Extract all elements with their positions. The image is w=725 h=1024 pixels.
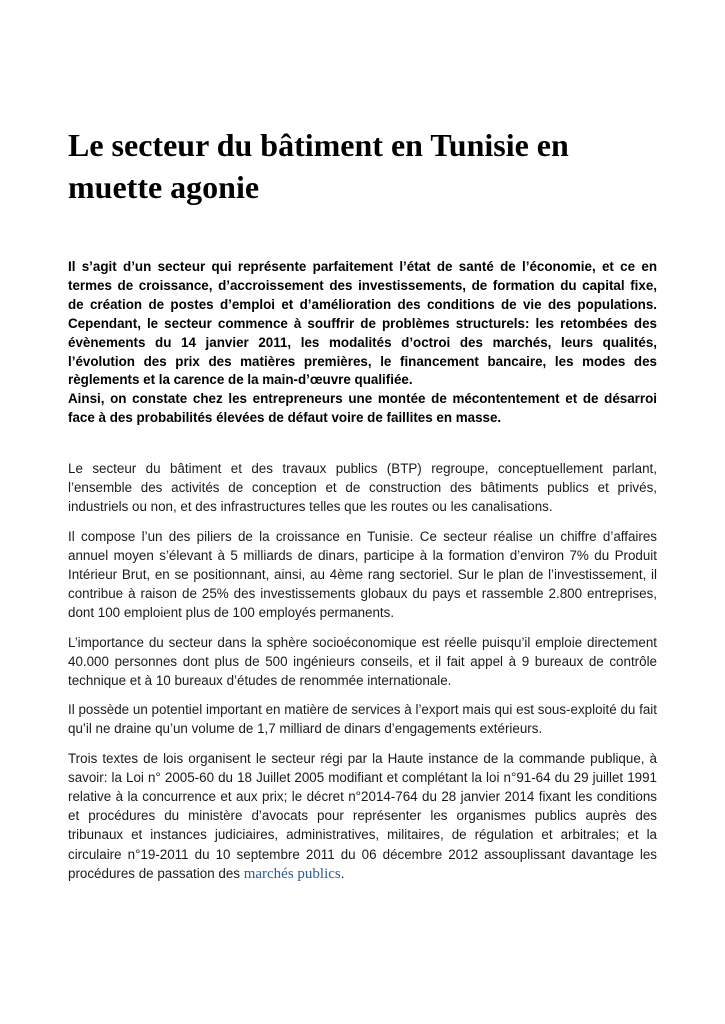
marches-publics-link[interactable]: marchés publics — [243, 865, 341, 882]
body-paragraph-5 — [68, 749, 657, 884]
body-paragraph-1: Le secteur du bâtiment et des travaux publics (BTP) regroupe, conceptuellement parlant, l’ensemble des activités de conception et de construction des bâtiments publics et privés, industriels ou non, et des infrastructures telles que les routes ou les canalisations. — [68, 461, 657, 515]
article-title: Le secteur du bâtiment en Tunisie en muette agonie — [68, 127, 569, 205]
body-paragraph-4: Il possède un potentiel important en matière de services à l’export mais qui est sous-exploité du fait qu’il ne draine qu’un volume de 1,7 milliard de dinars d’engagements extérieurs. — [68, 702, 657, 737]
body-paragraph-5-text: Trois textes de lois organisent le secteur régi par la Haute instance de la commande publique, à savoir: la Loi n° 2005-60 du 18 Juillet 2005 modifiant et complétant la loi n°91-64 du 29 juillet 1991 relative à la concurrence et aux prix; le décret n°2014-764 du 28 janvier 2014 fixant les conditions et procédures du ministère d’avocats pour représenter les organismes publics auprès des tribunaux et instances judiciaires, administratives, militaires, de régulation et arbitrales; et la circulaire n°19-2011 du 10 septembre 2011 du 06 décembre 2012 assouplissant davantage les procédures de passation des — [68, 750, 657, 881]
lead-paragraph-2: Ainsi, on constate chez les entrepreneurs une montée de mécontentement et de désarroi face à des probabilités élevées de défaut voire de faillites en masse. — [68, 391, 657, 426]
body-paragraph-3: L’importance du secteur dans la sphère socioéconomique est réelle puisqu’il emploie directement 40.000 personnes dont plus de 500 ingénieurs conseils, et il fait appel à 9 bureaux de contrôle technique et à 10 bureaux d’études de renommée internationale. — [68, 634, 657, 689]
body-paragraph-5-end: . — [340, 865, 345, 881]
article-body — [68, 459, 657, 894]
body-paragraph-2: Il compose l’un des piliers de la croissance en Tunisie. Ce secteur réalise un chiffre d’affaires annuel moyen s’élevant à 5 milliards de dinars, participe à la formation d’environ 7% du Produit Intérieur Brut, en se positionnant, ainsi, au 4ème rang sectoriel. Sur le plan de l’investissement, il contribue à raison de 25% des investissements globaux du pays et rassemble 2.800 entreprises, dont 100 emploient plus de 100 employés permanents. — [68, 528, 657, 621]
lead-paragraph-1: Il s’agit d’un secteur qui représente parfaitement l’état de santé de l’économie, et ce en termes de croissance, d’accroissement des investissements, de formation du capital fixe, de création de postes d’emploi et d’amélioration des conditions de vie des populations. Cependant, le secteur commence à souffrir de problèmes structurels: les retombées des évènements du 14 janvier 2011, les modalités d’octroi des marchés, leurs qualités, l’évolution des prix des matières premières, le financement bancaire, les modes des règlements et la carence de la main-d’œuvre qualifiée. — [68, 259, 657, 388]
lead-block — [68, 258, 657, 428]
